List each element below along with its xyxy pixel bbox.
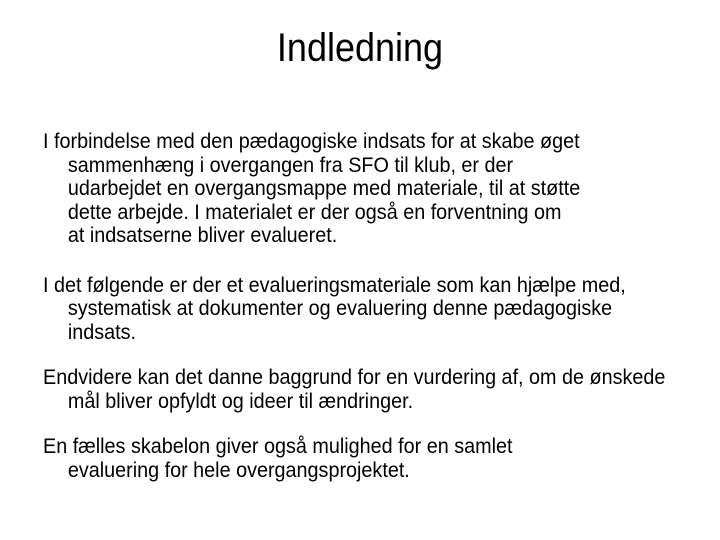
paragraph-assessment-basis: Endvidere kan det danne baggrund for en vurdering af, om de ønskede mål bliver opfyldt og ideer til ændringer. <box>43 365 666 413</box>
paragraph-evaluation-material: I det følgende er der et evalueringsmateriale som kan hjælpe med, systematisk at dokumenter og evaluering denne pædagogiske indsats. <box>43 272 626 344</box>
slide-title: Indledning <box>276 26 444 70</box>
paragraph-shared-template: En fælles skabelon giver også mulighed for en samlet evaluering for hele overgangsprojektet. <box>43 434 513 482</box>
slide-body <box>43 130 703 504</box>
paragraph-intro: I forbindelse med den pædagogiske indsats for at skabe øget sammenhæng i overgangen fra SFO til klub, er der udarbejdet en overgangsmappe med materiale, til at støtte dette arbejde. I materialet er der også en forventning om at indsatserne bliver evalueret. <box>43 129 581 247</box>
